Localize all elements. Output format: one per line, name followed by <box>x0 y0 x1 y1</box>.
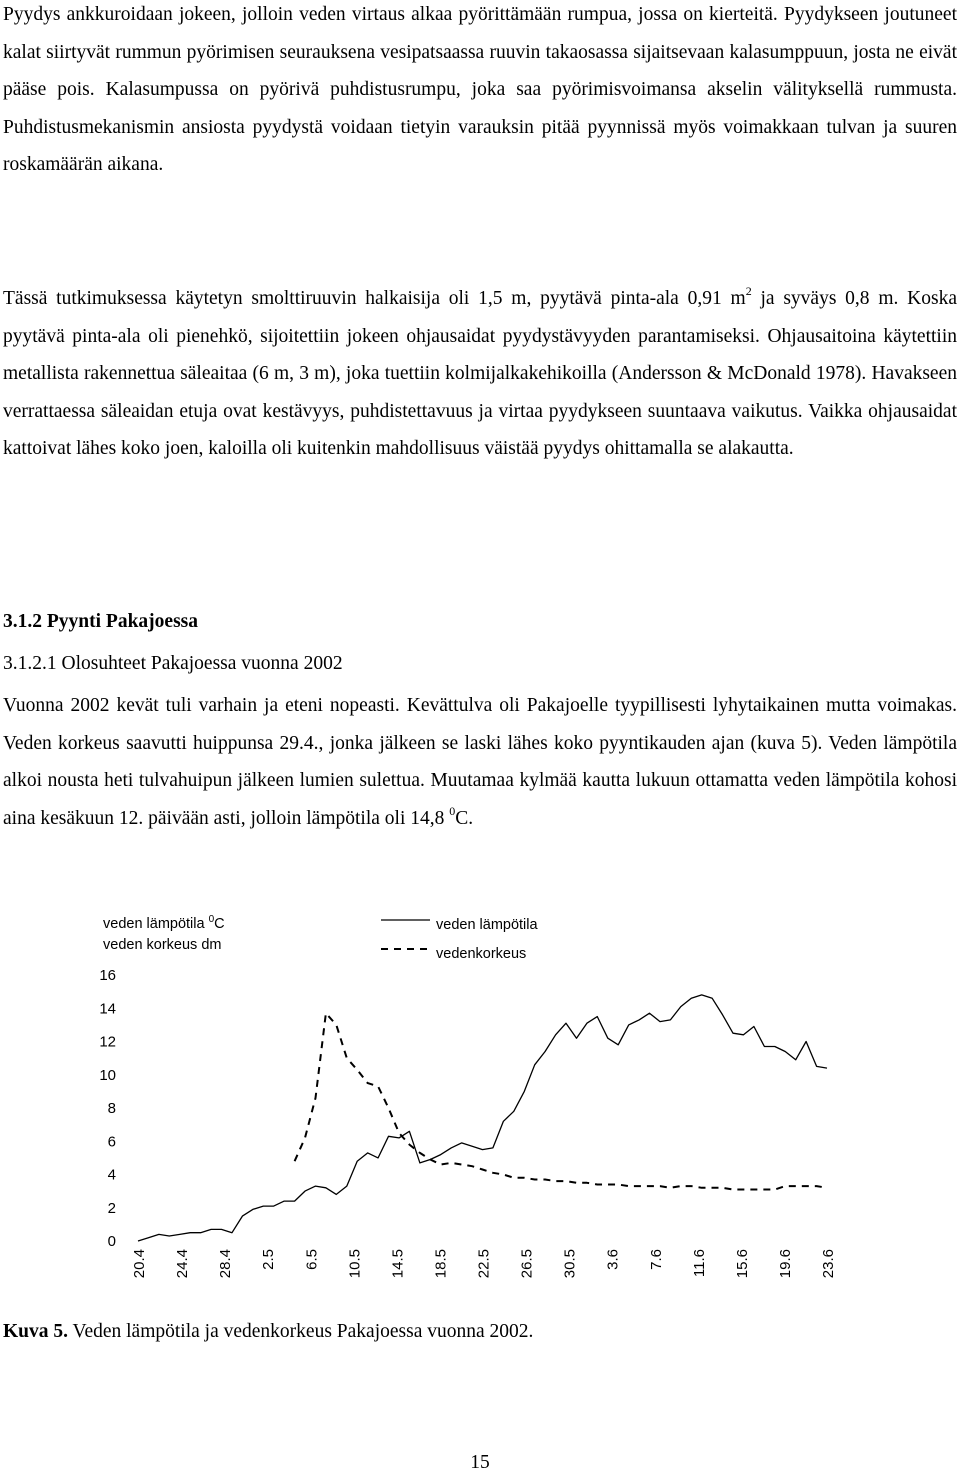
y-tick-label: 10 <box>99 1066 116 1084</box>
superscript: 2 <box>745 284 752 298</box>
x-tick-label: 30.5 <box>561 1249 579 1279</box>
paragraph-study-setup <box>3 280 957 468</box>
paragraph-text: Tässä tutkimuksessa käytetyn smolttiruuvin halkaisija oli 1,5 m, pyytävä pinta-ala 0,91 m <box>3 288 746 309</box>
page-number: 15 <box>470 1452 490 1473</box>
y-tick-label: 0 <box>107 1233 116 1250</box>
x-tick-label: 7.6 <box>647 1249 665 1270</box>
x-tick-label: 24.4 <box>174 1249 192 1279</box>
y-tick-label: 6 <box>107 1133 116 1151</box>
x-axis <box>131 1249 837 1278</box>
legend-label: vedenkorkeus <box>436 946 527 962</box>
x-tick-label: 26.5 <box>518 1249 536 1279</box>
water-level-line <box>295 1013 827 1189</box>
x-tick-label: 11.6 <box>690 1249 708 1278</box>
x-tick-label: 19.6 <box>776 1249 794 1279</box>
x-tick-label: 14.5 <box>389 1249 407 1279</box>
y-axis-label: veden lämpötila $^0$C <box>103 914 225 932</box>
y-axis <box>99 967 116 1250</box>
paragraph-text: Pyydys ankkuroidaan jokeen, jolloin veden virtaus alkaa pyörittämään rumpua, jossa on kierteitä. Pyydykseen joutuneet kalat siirtyvät rummun pyörimisen seurauksena vesipatsaassa ruuvin takaosassa sijaitsevaan kalasumppuun, josta ne eivät pääse pois. Kalasumpussa on pyörivä puhdistusrumpu, joka saa pyörimisvoimansa akselin välityksellä rummusta. Puhdistusmekanismin ansiosta pyydystä voidaan tietyin varauksin pitää pyynnissä myös voimakkaan tulvan ja suuren roskamäärän aikana. <box>3 4 957 176</box>
superscript: 0 <box>449 803 456 818</box>
paragraph-description <box>3 0 957 184</box>
water-temperature-line <box>138 995 827 1241</box>
legend-label: veden lämpötila <box>436 917 538 933</box>
section-heading: 3.1.2 Pyynti Pakajoessa <box>3 611 198 632</box>
x-tick-label: 6.5 <box>303 1249 321 1270</box>
y-tick-label: 4 <box>107 1166 116 1184</box>
paragraph-text: Vuonna 2002 kevät tuli varhain ja eteni nopeasti. Kevättulva oli Pakajoelle tyypillisesti lyhytaikainen mutta voimakas. Veden korkeus saavutti huippunsa 29.4., jonka jälkeen se laski lähes koko pyyntikauden ajan (kuva 5). Veden lämpötila alkoi nousta heti tulvahuipun jälkeen lumien sulettua. Muutamaa kylmää kautta lukuun ottamatta veden lämpötila kohosi aina kesäkuun 12. päivään asti, jolloin lämpötila oli 14,8 <box>3 695 957 829</box>
paragraph-text: ja syväys 0,8 m. Koska pyytävä pinta-ala oli pienehkö, sijoitettiin jokeen ohjausaidat pyydystävyyden parantamiseksi. Ohjausaitoina käytettiin metallista rakennettua säleaitaa (6 m, 3 m), joka tuettiin kolmijalkakehikoilla (Andersson & McDonald 1978). Havakseen verrattaessa säleaidan etuja ovat kestävyys, puhdistettavuus ja virtaa pyydykseen suuntaava vaikutus. Vaikka ohjausaidat kattoivat lähes koko joen, kaloilla oli kuitenkin mahdollisuus väistää pyydys ohittamalla se alakautta. <box>3 288 957 460</box>
paragraph-text: C. <box>455 807 474 829</box>
caption-label: Kuva 5. <box>3 1321 69 1342</box>
line-chart <box>0 895 960 1315</box>
y-axis-label-secondary: veden korkeus dm <box>103 937 222 953</box>
x-tick-label: 22.5 <box>475 1249 493 1279</box>
paragraph-conditions <box>3 687 957 837</box>
caption-text: Veden lämpötila ja vedenkorkeus Pakajoessa vuonna 2002. <box>68 1321 534 1342</box>
x-tick-label: 23.6 <box>820 1249 837 1279</box>
y-tick-label: 2 <box>107 1199 116 1217</box>
y-tick-label: 8 <box>107 1100 116 1117</box>
x-tick-label: 20.4 <box>131 1249 148 1279</box>
y-tick-label: 14 <box>99 1000 116 1018</box>
x-tick-label: 10.5 <box>346 1249 364 1279</box>
x-tick-label: 3.6 <box>604 1249 622 1270</box>
superscript: 0 <box>208 914 215 925</box>
series-layer <box>138 995 827 1241</box>
figure-caption <box>3 1318 533 1346</box>
x-tick-label: 2.5 <box>260 1249 278 1270</box>
legend <box>381 917 538 962</box>
y-tick-label: 12 <box>99 1033 116 1051</box>
y-tick-label: 16 <box>99 967 116 984</box>
subsection-heading: 3.1.2.1 Olosuhteet Pakajoessa vuonna 2002 <box>3 653 343 674</box>
x-tick-label: 18.5 <box>432 1249 450 1279</box>
x-tick-label: 28.4 <box>217 1249 235 1279</box>
x-tick-label: 15.6 <box>733 1249 751 1279</box>
